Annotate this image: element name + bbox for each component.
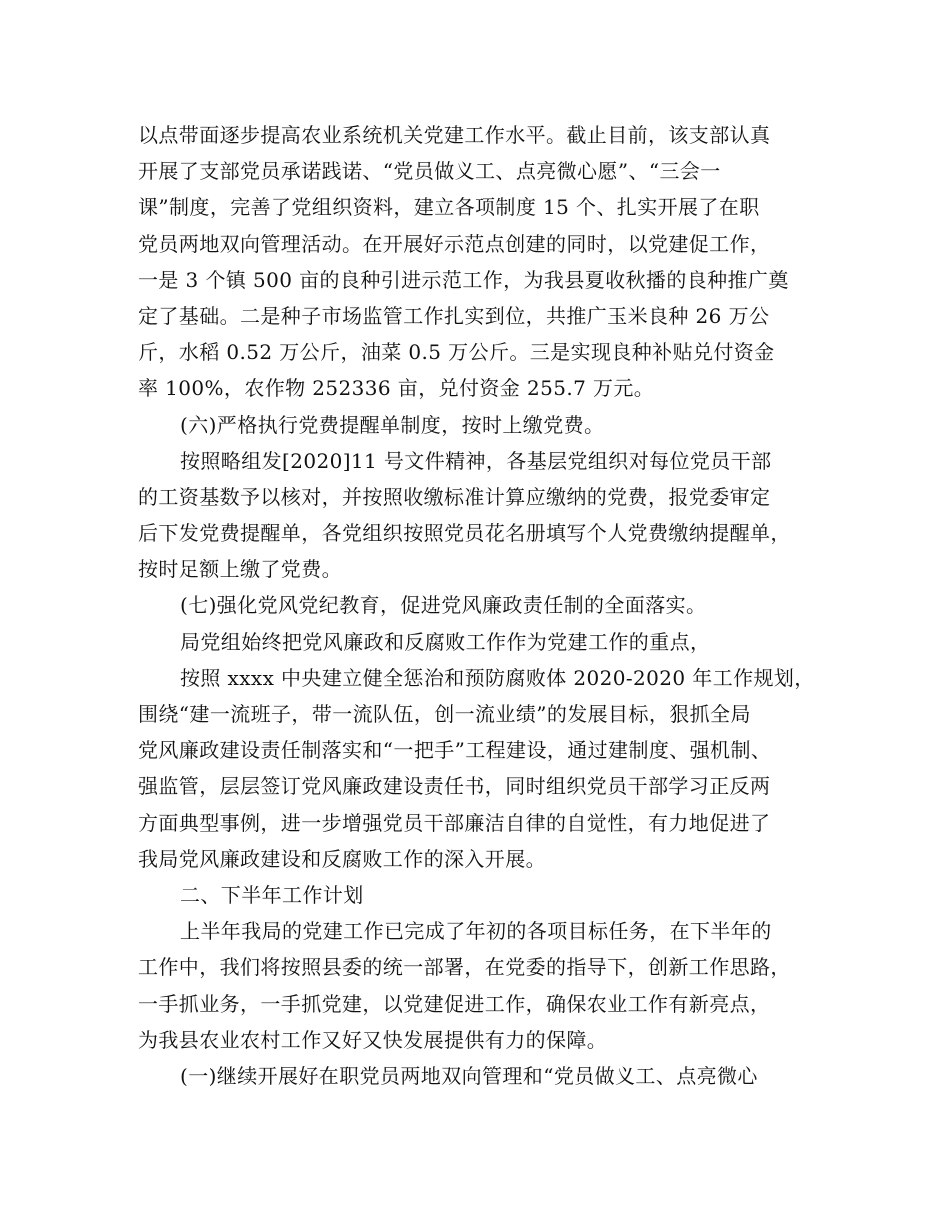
text-line: 围绕“建一流班子，带一流队伍，创一流业绩”的发展目标，狠抓全局: [138, 702, 751, 726]
text-line: 方面典型事例，进一步增强党员干部廉洁自律的自觉性，有力地促进了: [138, 810, 771, 835]
text-line: 按照 xxxx 中央建立健全惩治和预防腐败体 2020-2020 年工作规划，: [180, 665, 815, 690]
text-line: 开展了支部党员承诺践诺、“党员做义工、点亮微心愿”、“三会一: [138, 159, 721, 184]
section-heading: 二、下半年工作计划: [180, 882, 364, 907]
text-line: 课”制度，完善了党组织资料，建立各项制度 15 个、扎实开展了在职: [138, 195, 760, 220]
text-line: 率 100%，农作物 252336 亩，兑付资金 255.7 万元。: [138, 376, 655, 401]
text-line: 党风廉政建设责任制落实和“一把手”工程建设，通过建制度、强机制、: [138, 738, 772, 763]
text-line: 强监管，层层签订党风廉政建设责任书，同时组织党员干部学习正反两: [138, 774, 771, 799]
text-line: 工作中，我们将按照县委的统一部署，在党委的指导下，创新工作思路，: [138, 955, 791, 980]
section-heading: (六)严格执行党费提醒单制度，按时上缴党费。: [180, 412, 605, 437]
text-line: 党员两地双向管理活动。在开展好示范点创建的同时，以党建促工作，: [138, 231, 771, 256]
text-line: 斤，水稻 0.52 万公斤，油菜 0.5 万公斤。三是实现良种补贴兑付资金: [138, 340, 775, 365]
text-line: 我局党风廉政建设和反腐败工作的深入开展。: [138, 846, 546, 871]
text-line: 以点带面逐步提高农业系统机关党建工作水平。截止目前，该支部认真: [138, 123, 771, 147]
text-line: 为我县农业农村工作又好又快发展提供有力的保障。: [138, 1027, 608, 1052]
text-line: 后下发党费提醒单，各党组织按照党员花名册填写个人党费缴纳提醒单，: [138, 521, 791, 546]
text-line: 上半年我局的党建工作已完成了年初的各项目标任务，在下半年的: [180, 919, 772, 944]
text-line: 的工资基数予以核对，并按照收缴标准计算应缴纳的党费，报党委审定: [138, 484, 771, 509]
section-heading: (七)强化党风党纪教育，促进党风廉政责任制的全面落实。: [180, 593, 707, 618]
document-body: [138, 117, 818, 1094]
text-line: 一是 3 个镇 500 亩的良种引进示范工作，为我县夏收秋播的良种推广奠: [138, 267, 789, 292]
text-line: 按时足额上缴了党费。: [138, 557, 342, 582]
text-line: 局党组始终把党风廉政和反腐败工作作为党建工作的重点，: [180, 629, 711, 654]
text-line: 按照略组发[2020]11 号文件精神，各基层党组织对每位党员干部: [180, 448, 772, 473]
section-heading: (一)继续开展好在职党员两地双向管理和“党员做义工、点亮微心: [180, 1063, 758, 1088]
text-line: 一手抓业务，一手抓党建，以党建促进工作，确保农业工作有新亮点，: [138, 991, 771, 1016]
text-line: 定了基础。二是种子市场监管工作扎实到位，共推广玉米良种 26 万公: [138, 303, 770, 328]
